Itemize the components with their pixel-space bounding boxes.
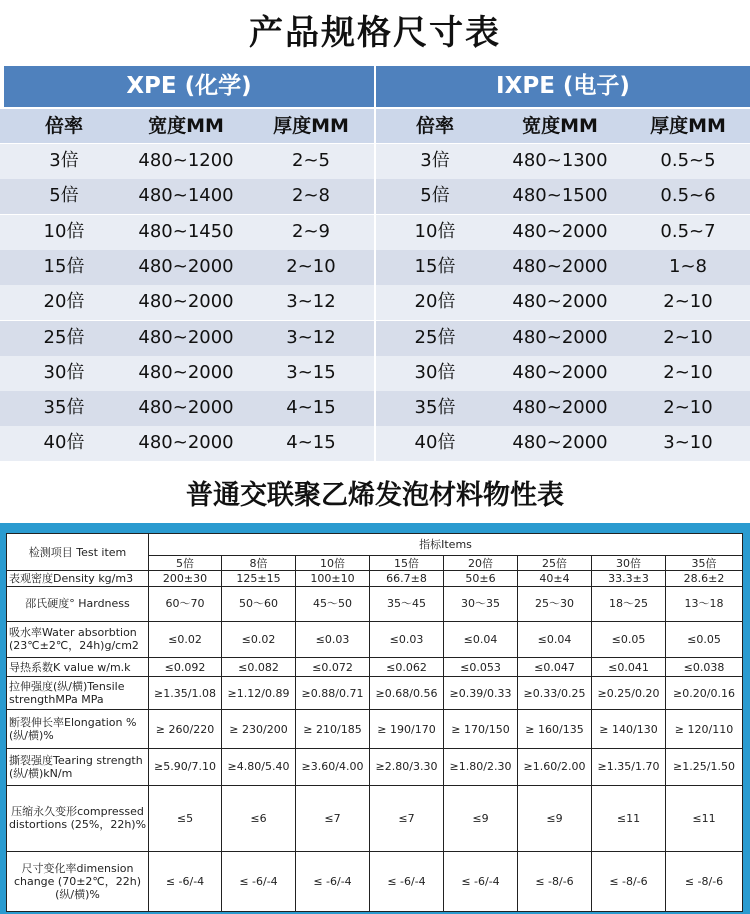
ixpe-width-cell: 480~2000 — [512, 432, 608, 454]
property-value: ≥0.33/0.25 — [518, 677, 592, 710]
property-value: 30～35 — [444, 586, 518, 621]
xpe-ratio-cell: 5倍 — [49, 185, 79, 207]
ixpe-width-cell: 480~2000 — [512, 361, 608, 383]
property-value: ≤ -8/-6 — [592, 851, 666, 911]
property-value: 60～70 — [149, 586, 222, 621]
property-value: ≤0.053 — [444, 657, 518, 677]
property-value: 200±30 — [149, 571, 222, 586]
xpe-ratio-cell: 20倍 — [43, 291, 85, 313]
property-value: 25～30 — [518, 586, 592, 621]
xpe-thickness-cell: 2~10 — [286, 255, 336, 277]
ixpe-width-cell: 480~1500 — [512, 185, 608, 207]
property-value: ≥0.88/0.71 — [296, 677, 370, 710]
property-value: ≤5 — [149, 785, 222, 851]
table-row — [7, 851, 743, 911]
ixpe-thickness-cell: 1~8 — [669, 255, 707, 277]
property-value: ≤0.041 — [592, 657, 666, 677]
xpe-width-cell: 480~2000 — [138, 432, 234, 454]
table-row — [7, 621, 743, 657]
property-value: ≤9 — [444, 785, 518, 851]
table-row — [7, 677, 743, 710]
property-label: 邵氏硬度° Hardness — [7, 586, 149, 621]
table-row — [7, 748, 743, 785]
property-value: 18～25 — [592, 586, 666, 621]
property-value: ≤0.02 — [222, 621, 296, 657]
xpe-width-cell: 480~2000 — [138, 361, 234, 383]
ixpe-ratio-cell: 5倍 — [420, 185, 450, 207]
xpe-ratio-cell: 25倍 — [43, 326, 85, 348]
property-value: 50～60 — [222, 586, 296, 621]
xpe-width-cell: 480~2000 — [138, 397, 234, 419]
property-value: ≤ -6/-4 — [222, 851, 296, 911]
ixpe-ratio-cell: 35倍 — [414, 397, 456, 419]
grade-header: 20倍 — [444, 555, 518, 570]
xpe-ratio-cell: 40倍 — [43, 432, 85, 454]
property-label: 压缩永久变形compressed distortions (25%，22h)% — [7, 785, 149, 851]
table-row — [7, 657, 743, 677]
property-value: 66.7±8 — [370, 571, 444, 586]
property-value: ≥0.39/0.33 — [444, 677, 518, 710]
ixpe-thickness-cell: 2~10 — [663, 326, 713, 348]
grade-header: 8倍 — [222, 555, 296, 570]
property-value: 50±6 — [444, 571, 518, 586]
grade-header: 25倍 — [518, 555, 592, 570]
xpe-width-cell: 480~2000 — [138, 255, 234, 277]
xpe-thickness-cell: 2~8 — [292, 185, 330, 207]
property-value: ≥3.60/4.00 — [296, 748, 370, 785]
phys-table — [6, 533, 743, 912]
phys-table-title: 普通交联聚乙烯发泡材料物性表 — [186, 480, 564, 511]
xpe-thickness-cell: 2~9 — [292, 220, 330, 242]
property-value: ≤0.03 — [370, 621, 444, 657]
column-header: 厚度MM — [650, 115, 726, 137]
property-value: ≤0.047 — [518, 657, 592, 677]
column-header: 宽度MM — [522, 115, 598, 137]
property-value: 45～50 — [296, 586, 370, 621]
property-value: ≤9 — [518, 785, 592, 851]
property-value: ≥1.12/0.89 — [222, 677, 296, 710]
property-value: 28.6±2 — [666, 571, 743, 586]
items-header: 指标Items — [149, 534, 743, 556]
property-label: 撕裂强度Tearing strength (纵/横)kN/m — [7, 748, 149, 785]
ixpe-thickness-cell: 2~10 — [663, 291, 713, 313]
property-value: ≤0.03 — [296, 621, 370, 657]
property-value: 33.3±3 — [592, 571, 666, 586]
phys-header-row — [7, 534, 743, 556]
property-value: 35～45 — [370, 586, 444, 621]
ixpe-ratio-cell: 3倍 — [420, 150, 450, 171]
property-value: ≤0.082 — [222, 657, 296, 677]
ixpe-ratio-cell: 30倍 — [414, 361, 456, 383]
ixpe-ratio-cell: 15倍 — [414, 255, 456, 277]
property-label: 导热系数K value w/m.k — [7, 657, 149, 677]
xpe-width-cell: 480~1200 — [138, 150, 234, 171]
property-value: ≥1.35/1.70 — [592, 748, 666, 785]
property-value: 40±4 — [518, 571, 592, 586]
property-value: ≤0.05 — [666, 621, 743, 657]
xpe-width-cell: 480~2000 — [138, 291, 234, 313]
ixpe-ratio-cell: 10倍 — [414, 220, 456, 242]
ixpe-thickness-cell: 0.5~5 — [660, 150, 716, 171]
property-value: ≥ 170/150 — [444, 710, 518, 748]
property-value: ≤0.04 — [444, 621, 518, 657]
spec-table — [0, 66, 750, 462]
property-value: ≥1.25/1.50 — [666, 748, 743, 785]
ixpe-thickness-cell: 2~10 — [663, 397, 713, 419]
property-value: ≤7 — [296, 785, 370, 851]
phys-table-frame — [0, 523, 750, 914]
ixpe-width-cell: 480~2000 — [512, 291, 608, 313]
property-value: ≥ 230/200 — [222, 710, 296, 748]
xpe-width-cell: 480~2000 — [138, 326, 234, 348]
property-value: ≥2.80/3.30 — [370, 748, 444, 785]
ixpe-thickness-cell: 2~10 — [663, 361, 713, 383]
ixpe-width-cell: 480~2000 — [512, 220, 608, 242]
grade-header: 30倍 — [592, 555, 666, 570]
xpe-ratio-cell: 30倍 — [43, 361, 85, 383]
property-value: ≤0.062 — [370, 657, 444, 677]
property-value: ≥ 120/110 — [666, 710, 743, 748]
grade-header: 35倍 — [666, 555, 743, 570]
property-value: ≥ 210/185 — [296, 710, 370, 748]
grade-header: 15倍 — [370, 555, 444, 570]
grade-header: 5倍 — [149, 555, 222, 570]
xpe-thickness-cell: 3~12 — [286, 326, 336, 348]
test-item-header: 检测项目 Test item — [7, 534, 149, 571]
property-value: ≥0.68/0.56 — [370, 677, 444, 710]
property-value: ≤ -6/-4 — [149, 851, 222, 911]
spec-table-title: 产品规格尺寸表 — [249, 13, 501, 53]
property-label: 拉伸强度(纵/横)Tensile strengthMPa MPa — [7, 677, 149, 710]
property-label: 表观密度Density kg/m3 — [7, 571, 149, 586]
ixpe-ratio-cell: 25倍 — [414, 326, 456, 348]
ixpe-width-cell: 480~2000 — [512, 397, 608, 419]
column-header: 倍率 — [415, 115, 454, 137]
ixpe-width-cell: 480~2000 — [512, 326, 608, 348]
property-value: ≥0.25/0.20 — [592, 677, 666, 710]
ixpe-ratio-cell: 20倍 — [414, 291, 456, 313]
property-value: ≤ -8/-6 — [518, 851, 592, 911]
property-value: ≤ -6/-4 — [370, 851, 444, 911]
property-value: ≥ 190/170 — [370, 710, 444, 748]
property-value: ≥ 260/220 — [149, 710, 222, 748]
property-value: 100±10 — [296, 571, 370, 586]
property-value: ≥5.90/7.10 — [149, 748, 222, 785]
column-header: 宽度MM — [148, 115, 224, 137]
xpe-width-cell: 480~1450 — [138, 220, 234, 242]
property-value: ≤ -6/-4 — [296, 851, 370, 911]
ixpe-thickness-cell: 0.5~6 — [660, 185, 716, 207]
xpe-ratio-cell: 15倍 — [43, 255, 85, 277]
xpe-header: XPE (化学) — [4, 66, 374, 107]
property-value: ≥1.60/2.00 — [518, 748, 592, 785]
property-value: ≤0.072 — [296, 657, 370, 677]
property-value: ≤0.04 — [518, 621, 592, 657]
xpe-thickness-cell: 3~12 — [286, 291, 336, 313]
property-label: 断裂伸长率Elongation % (纵/横)% — [7, 710, 149, 748]
property-value: ≤0.02 — [149, 621, 222, 657]
property-value: ≤6 — [222, 785, 296, 851]
property-value: ≥4.80/5.40 — [222, 748, 296, 785]
property-value: ≥1.35/1.08 — [149, 677, 222, 710]
property-value: ≥ 140/130 — [592, 710, 666, 748]
property-label: 尺寸变化率dimension change (70±2℃，22h) (纵/横)% — [7, 851, 149, 911]
ixpe-header: IXPE (电子) — [376, 66, 750, 107]
property-label: 吸水率Water absorbtion (23℃±2℃，24h)g/cm2 — [7, 621, 149, 657]
property-value: ≥0.20/0.16 — [666, 677, 743, 710]
property-value: ≥1.80/2.30 — [444, 748, 518, 785]
xpe-thickness-cell: 3~15 — [286, 361, 336, 383]
ixpe-thickness-cell: 3~10 — [663, 432, 713, 454]
property-value: ≤ -6/-4 — [444, 851, 518, 911]
table-row — [7, 710, 743, 748]
xpe-width-cell: 480~1400 — [138, 185, 234, 207]
xpe-ratio-cell: 3倍 — [49, 150, 79, 171]
property-value: ≤7 — [370, 785, 444, 851]
ixpe-thickness-cell: 0.5~7 — [660, 220, 716, 242]
xpe-thickness-cell: 4~15 — [286, 397, 336, 419]
property-value: 125±15 — [222, 571, 296, 586]
xpe-thickness-cell: 2~5 — [292, 150, 330, 171]
property-value: ≤11 — [592, 785, 666, 851]
property-value: ≤0.092 — [149, 657, 222, 677]
property-value: ≤11 — [666, 785, 743, 851]
table-row — [7, 586, 743, 621]
property-value: ≥ 160/135 — [518, 710, 592, 748]
xpe-ratio-cell: 10倍 — [43, 220, 85, 242]
ixpe-width-cell: 480~2000 — [512, 255, 608, 277]
property-value: ≤0.038 — [666, 657, 743, 677]
table-row — [7, 571, 743, 586]
property-value: 13～18 — [666, 586, 743, 621]
ixpe-width-cell: 480~1300 — [512, 150, 608, 171]
column-header: 厚度MM — [273, 115, 349, 137]
column-header: 倍率 — [44, 115, 83, 137]
xpe-thickness-cell: 4~15 — [286, 432, 336, 454]
property-value: ≤ -8/-6 — [666, 851, 743, 911]
table-row — [7, 785, 743, 851]
xpe-ratio-cell: 35倍 — [43, 397, 85, 419]
ixpe-ratio-cell: 40倍 — [414, 432, 456, 454]
grade-header: 10倍 — [296, 555, 370, 570]
property-value: ≤0.05 — [592, 621, 666, 657]
